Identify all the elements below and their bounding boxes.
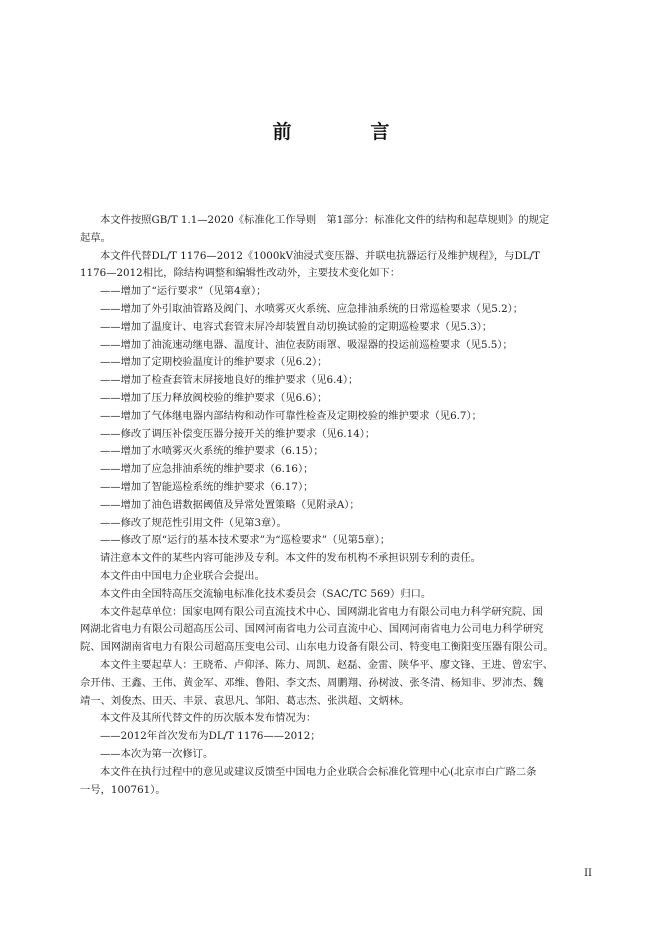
change-item: ——增加了智能巡检系统的维护要求（6.17）； — [100, 480, 314, 493]
proposed-by: 本文件由中国电力企业联合会提出。 — [100, 569, 265, 582]
change-item: ——增加了检查套管末屏接地良好的维护要求（见6.4）； — [100, 374, 359, 387]
managed-by: 本文件由全国特高压交流输电标准化技术委员会（SAC/TC 569）归口。 — [100, 587, 432, 600]
change-item: ——增加了温度计、电容式套管末屏冷却装置自动切换试验的定期巡检要求（见5.3）； — [100, 320, 493, 333]
paragraph-line: 起草。 — [80, 231, 111, 244]
history-item: ——本次为第一次修订。 — [100, 747, 214, 760]
change-item: ——增加了“运行要求”（见第4章）； — [100, 285, 267, 298]
change-item: ——增加了外引取油管路及阀门、水喷雾灭火系统、应急排油系统的日常巡检要求（见5.2）； — [100, 302, 524, 315]
change-item: ——增加了定期校验温度计的维护要求（见6.2）； — [100, 356, 328, 369]
drafters-line: 佘开伟、王鑫、王伟、黄金军、邓维、鲁阳、李文杰、周鹏翔、孙树波、张冬清、杨知非、罗沛杰、魏 — [80, 676, 544, 689]
change-item: ——增加了应急排油系统的维护要求（6.16）； — [100, 463, 314, 476]
history-intro: 本文件及其所代替文件的历次版本发布情况为： — [100, 712, 317, 725]
drafting-units-line: 网湖北省电力有限公司超高压公司、国网河南省电力公司直流中心、国网河南省电力公司电力科学研究 — [80, 623, 544, 636]
paragraph-line: 1176—2012相比，除结构调整和编辑性改动外，主要技术变化如下： — [80, 267, 401, 280]
change-item: ——增加了气体继电器内部结构和动作可靠性检查及定期校验的维护要求（见6.7）； — [100, 409, 482, 422]
paragraph-line: 本文件代替DL/T 1176—2012《1000kV油浸式变压器、并联电抗器运行及维护规程》，与DL/T — [100, 249, 540, 262]
change-item: ——增加了压力释放阀校验的维护要求（见6.6）； — [100, 391, 328, 404]
change-item: ——修改了调压补偿变压器分接开关的维护要求（见6.14）； — [100, 427, 376, 440]
change-item: ——增加了水喷雾灭火系统的维护要求（6.15）； — [100, 445, 324, 458]
feedback-line: 一号，100761）。 — [80, 783, 166, 796]
patent-notice: 请注意本文件的某些内容可能涉及专利。本文件的发布机构不承担识别专利的责任。 — [100, 552, 481, 565]
feedback-line: 本文件在执行过程中的意见或建议反馈至中国电力企业联合会标准化管理中心(北京市白广路二条 — [100, 765, 537, 778]
page-title: 前 言 — [272, 121, 420, 143]
paragraph-line: 本文件按照GB/T 1.1—2020《标准化工作导则 第1部分：标准化文件的结构和起草规则》的规定 — [100, 214, 550, 226]
history-item: ——2012年首次发布为DL/T 1176——2012； — [100, 730, 321, 743]
change-item: ——增加了油色谱数据阈值及异常处置策略（见附录A）； — [100, 498, 360, 511]
change-item: ——增加了油流速动继电器、温度计、油位表防雨罩、吸湿器的投运前巡检要求（见5.5）； — [100, 338, 513, 351]
drafting-units-line: 院、国网湖南省电力有限公司超高压变电公司、山东电力设备有限公司、特变电工衡阳变压器有限公司。 — [80, 641, 554, 654]
drafting-units-line: 本文件起草单位：国家电网有限公司直流技术中心、国网湖北省电力有限公司电力科学研究院、国 — [100, 605, 543, 618]
page-number: II — [584, 868, 592, 879]
change-item: ——修改了原“运行的基本技术要求”为“巡检要求”（见第5章）； — [100, 534, 391, 547]
drafters-line: 靖一、刘俊杰、田天、丰景、袁思凡、邹阳、葛志杰、张洪超、文炳林。 — [80, 694, 410, 707]
change-item: ——修改了规范性引用文件（见第3章）。 — [100, 516, 287, 529]
drafters-line: 本文件主要起草人：王晓希、卢仰泽、陈力、周凯、赵磊、金雷、陕华平、廖文锋、王进、曾宏宇、 — [100, 658, 554, 671]
foreword-body — [80, 212, 600, 799]
